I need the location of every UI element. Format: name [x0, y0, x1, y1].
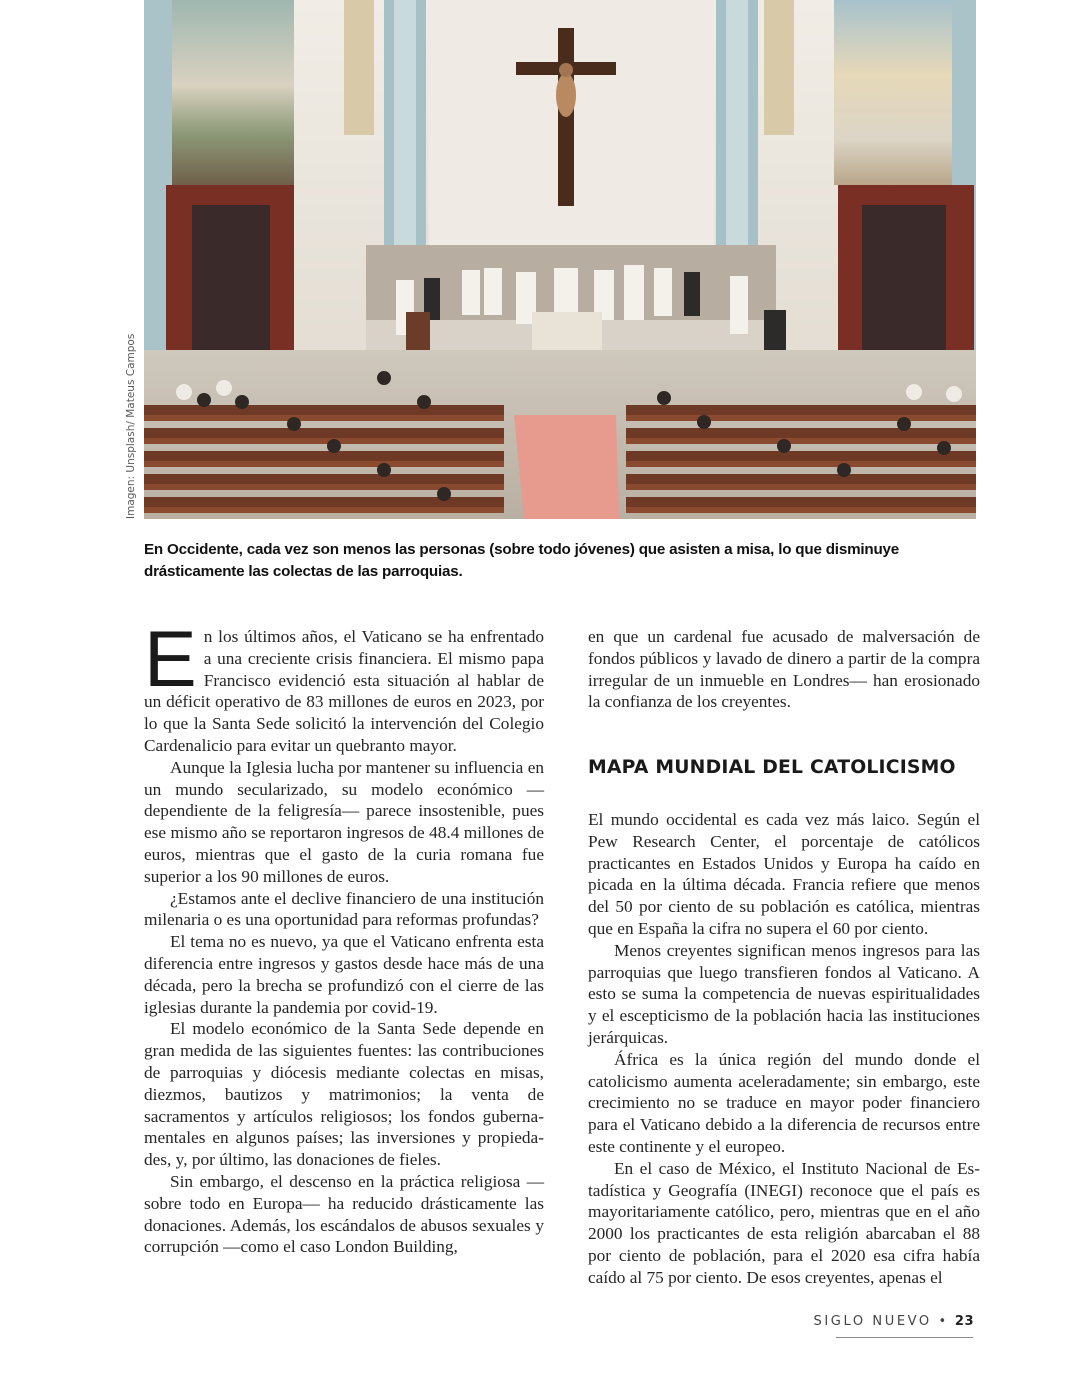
article-right-column	[588, 626, 980, 1289]
paragraph-5: El modelo económico de la Santa Sede depende en gran medida de las siguientes fuentes: las contribuciones de parroquias y diócesis mediante colectas en misas, diezmos, bautizos y matrimonios; la venta de sacramentos y artículos religiosos; los fondos gubernamentales en algunos países; las inversiones y propiedades, y, por último, las donaciones de fieles.	[144, 1019, 544, 1170]
footer-rule	[836, 1337, 973, 1338]
paragraph-2: Aunque la Iglesia lucha por mantener su influencia en un mundo secularizado, su modelo económico —dependiente de la feligresía— parece insostenible, pues ese mismo año se reportaron ingresos de 48.4 millones de euros, mientras que el gasto de la curia romana fue superior a los 90 millones de euros.	[144, 757, 544, 886]
page-number: 23	[954, 1314, 974, 1329]
page-footer	[814, 1314, 975, 1329]
paragraph-1	[144, 614, 544, 757]
drop-cap: E	[144, 614, 197, 703]
photo-caption: En Occidente, cada vez son menos las personas (sobre todo jóvenes) que asisten a misa, lo que disminuye drásticamente las colectas de las parroquias.	[144, 541, 900, 580]
church-interior-illustration	[144, 0, 976, 519]
footer-separator: •	[938, 1314, 947, 1329]
paragraph-3: ¿Estamos ante el declive financiero de una institución milenaria o es una oportunidad para reformas profundas?	[144, 888, 544, 930]
paragraph-11: En el caso de México, el Instituto Nacional de Estadística y Geografía (INEGI) reconoce que el país es mayoritariamente católico, pero, mientras que en el año 2000 los practicantes de esta religión abarcaban el 88 por ciento de población, para el 2020 esa cifra había caído al 75 por ciento. De esos creyentes, apenas el	[588, 1158, 980, 1287]
article-left-column	[144, 614, 544, 1258]
section-heading: MAPA MUNDIAL DEL CATOLICISMO	[588, 757, 956, 779]
paragraph-7: en que un cardenal fue acusado de malversación de fondos públicos y lavado de dinero a partir de la compra irregular de un inmueble en Londres— han erosionado la confianza de los creyentes.	[588, 627, 980, 712]
magazine-name: SIGLO NUEVO	[813, 1314, 932, 1329]
paragraph-10: África es la única región del mundo donde el catolicismo aumenta aceleradamente; sin embargo, este crecimiento no se traduce en mayor poder financiero para el Vaticano debido a la diferencia de recursos entre este continente y el europeo.	[588, 1049, 980, 1156]
paragraph-6: Sin embargo, el descenso en la práctica religiosa —sobre todo en Europa— ha reducido drásticamente las donaciones. Además, los escándalos de abusos sexuales y corrupción —como el caso London Building,	[144, 1171, 544, 1257]
paragraph-1-text: n los últimos años, el Vaticano se ha enfrentado a una creciente crisis financiera. El mismo papa Francisco evidenció esta situación al hablar de un déficit operativo de 83 millones de euros en 2023, por lo que la Santa Sede solicitó la intervención del Colegio Cardenalicio para evitar un quebranto mayor.	[144, 627, 544, 755]
church-photo	[144, 0, 976, 519]
paragraph-8: El mundo occidental es cada vez más laico. Según el Pew Research Center, el porcentaje de católicos practicantes en Estados Unidos y Europa ha caído en picada en la última década. Francia refiere que menos del 50 por ciento de su población es católica, mientras que en España la cifra no supera el 60 por ciento.	[588, 809, 980, 938]
photo-credit: Imagen: Unsplash/ Mateus Campos	[125, 333, 137, 519]
paragraph-9: Menos creyentes significan menos ingresos para las parroquias que luego transfieren fondos al Vaticano. A esto se suma la competencia de nuevas espiritualidades y el escepticismo de la población hacia las instituciones jerárquicas.	[588, 940, 980, 1047]
paragraph-4: El tema no es nuevo, ya que el Vaticano enfrenta esta diferencia entre ingresos y gastos desde hace más de una década, pero la brecha se profundizó con el cierre de las iglesias durante la pandemia por covid-19.	[144, 932, 544, 1017]
